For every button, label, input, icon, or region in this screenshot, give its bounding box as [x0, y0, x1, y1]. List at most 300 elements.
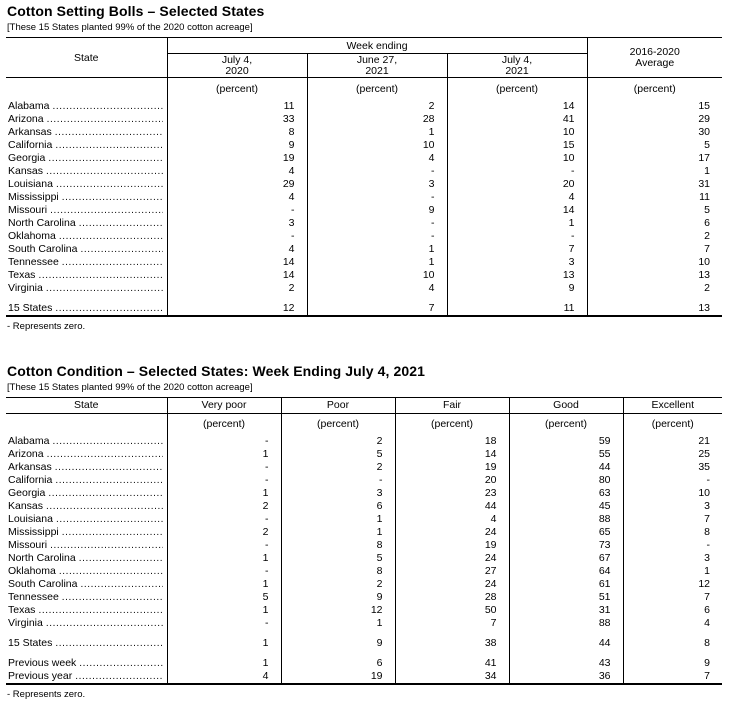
state-row	[6, 256, 722, 269]
total-row-15-states	[6, 637, 722, 650]
state-row	[6, 126, 722, 139]
dot-leader	[55, 637, 162, 650]
state-name-cell	[6, 500, 167, 513]
footnote-represents-zero: - Represents zero.	[7, 320, 86, 332]
state-name-cell	[6, 604, 167, 617]
value-cell-good: 73	[509, 539, 623, 552]
unit-label: (percent)	[447, 78, 587, 100]
total-value-cell: 7	[307, 302, 447, 316]
column-header-june27-2021	[307, 54, 447, 78]
total-label: 15 States	[8, 301, 53, 314]
state-name-cell	[6, 282, 167, 295]
value-cell-excellent: 25	[623, 448, 722, 461]
value-cell-excellent: 6	[623, 604, 722, 617]
state-row	[6, 178, 722, 191]
state-name: Missouri	[8, 539, 48, 551]
total-label: 15 States	[8, 637, 53, 649]
cotton-setting-bolls-table	[6, 37, 722, 317]
dot-leader	[79, 552, 163, 565]
column-header-good: Good	[509, 397, 623, 413]
value-cell-good: 65	[509, 526, 623, 539]
value-cell-excellent: 1	[623, 565, 722, 578]
row-label-cell	[6, 657, 167, 670]
empty-cell	[395, 630, 509, 637]
value-cell-excellent: 10	[623, 487, 722, 500]
value-cell-july4-2020: 14	[167, 269, 307, 282]
state-name: Virginia	[8, 617, 43, 629]
value-cell-excellent: 7	[623, 513, 722, 526]
state-row	[6, 217, 722, 230]
value-cell-poor: 8	[281, 565, 395, 578]
value-cell-very-poor: -	[167, 474, 281, 487]
dot-leader	[80, 578, 162, 591]
value-cell-excellent: 35	[623, 461, 722, 474]
state-row	[6, 165, 722, 178]
dot-leader	[62, 591, 163, 604]
unit-label: (percent)	[167, 78, 307, 100]
dot-leader	[55, 461, 163, 474]
state-name: North Carolina	[8, 216, 76, 229]
value-cell-poor: 6	[281, 657, 395, 670]
date-header-line1: July 4,	[221, 53, 253, 66]
state-row	[6, 113, 722, 126]
total-value-cell: 44	[509, 637, 623, 650]
value-cell-july4-2021: 14	[447, 204, 587, 217]
dot-leader	[79, 217, 163, 230]
state-row	[6, 243, 722, 256]
empty-cell	[6, 630, 167, 637]
value-cell-july4-2020: 19	[167, 152, 307, 165]
value-cell-poor: 6	[281, 500, 395, 513]
value-cell-june27-2021: 4	[307, 282, 447, 295]
value-cell-very-poor: -	[167, 435, 281, 448]
state-row	[6, 100, 722, 113]
value-cell-july4-2020: -	[167, 230, 307, 243]
value-cell-july4-2020: 8	[167, 126, 307, 139]
empty-cell	[509, 630, 623, 637]
dot-leader	[46, 165, 162, 178]
column-header-very-poor: Very poor	[167, 397, 281, 413]
state-name: South Carolina	[8, 242, 78, 255]
value-cell-fair: 4	[395, 513, 509, 526]
value-cell-poor: 9	[281, 591, 395, 604]
value-cell-average: 7	[587, 243, 722, 256]
value-cell-poor: 19	[281, 670, 395, 684]
value-cell-july4-2020: 11	[167, 100, 307, 113]
state-name-cell	[6, 178, 167, 191]
value-cell-june27-2021: -	[307, 165, 447, 178]
unit-label: (percent)	[509, 413, 623, 435]
value-cell-very-poor: 1	[167, 552, 281, 565]
value-cell-june27-2021: 10	[307, 269, 447, 282]
value-cell-very-poor: 1	[167, 578, 281, 591]
dot-leader	[46, 500, 162, 513]
state-row	[6, 152, 722, 165]
value-cell-fair: 19	[395, 461, 509, 474]
footnote-represents-zero: - Represents zero.	[7, 689, 86, 700]
value-cell-average: 1	[587, 165, 722, 178]
state-name-cell	[6, 204, 167, 217]
state-row	[6, 578, 722, 591]
dot-leader	[52, 100, 162, 113]
value-cell-june27-2021: -	[307, 230, 447, 243]
state-name-cell	[6, 552, 167, 565]
value-cell-fair: 28	[395, 591, 509, 604]
dot-leader	[55, 302, 162, 315]
unit-label: (percent)	[395, 413, 509, 435]
value-cell-june27-2021: -	[307, 191, 447, 204]
empty-cell	[6, 650, 167, 657]
spacer-row	[6, 295, 722, 302]
value-cell-july4-2020: 4	[167, 165, 307, 178]
state-name-cell	[6, 591, 167, 604]
value-cell-very-poor: -	[167, 565, 281, 578]
state-row	[6, 487, 722, 500]
value-cell-average: 29	[587, 113, 722, 126]
value-cell-good: 61	[509, 578, 623, 591]
value-cell-excellent: 8	[623, 526, 722, 539]
value-cell-excellent: 3	[623, 500, 722, 513]
value-cell-good: 36	[509, 670, 623, 684]
value-cell-july4-2020: 3	[167, 217, 307, 230]
value-cell-june27-2021: -	[307, 217, 447, 230]
value-cell-fair: 24	[395, 578, 509, 591]
empty-cell	[307, 295, 447, 302]
value-cell-july4-2020: -	[167, 204, 307, 217]
value-cell-july4-2021: 10	[447, 152, 587, 165]
value-cell-july4-2021: 20	[447, 178, 587, 191]
value-cell-july4-2020: 33	[167, 113, 307, 126]
value-cell-fair: 41	[395, 657, 509, 670]
value-cell-excellent: 21	[623, 435, 722, 448]
value-cell-fair: 24	[395, 552, 509, 565]
total-value-cell: 1	[167, 637, 281, 650]
value-cell-very-poor: -	[167, 617, 281, 630]
value-cell-poor: 1	[281, 617, 395, 630]
dot-leader	[52, 435, 162, 448]
state-name-cell	[6, 100, 167, 113]
state-name: North Carolina	[8, 552, 76, 564]
dot-leader	[62, 256, 163, 269]
value-cell-good: 51	[509, 591, 623, 604]
empty-cell	[623, 630, 722, 637]
state-name: Texas	[8, 604, 36, 616]
value-cell-july4-2021: 15	[447, 139, 587, 152]
dot-leader	[47, 113, 163, 126]
spacer-row	[6, 630, 722, 637]
state-name: Georgia	[8, 151, 46, 164]
average-header-line2: Average	[635, 56, 675, 69]
state-row	[6, 474, 722, 487]
empty-cell	[167, 295, 307, 302]
state-name: Alabama	[8, 99, 50, 112]
average-header-line1: 2016-2020	[629, 45, 680, 58]
state-name: Tennessee	[8, 255, 59, 268]
value-cell-excellent: 7	[623, 670, 722, 684]
dot-leader	[75, 670, 162, 683]
column-header-week-ending: Week ending	[167, 38, 587, 54]
value-cell-july4-2021: 3	[447, 256, 587, 269]
value-cell-very-poor: -	[167, 513, 281, 526]
value-cell-good: 63	[509, 487, 623, 500]
value-cell-fair: 27	[395, 565, 509, 578]
cotton-condition-table	[6, 397, 722, 686]
state-name-cell	[6, 474, 167, 487]
unit-label: (percent)	[281, 413, 395, 435]
setting-bolls-section	[6, 3, 729, 332]
value-cell-poor: 8	[281, 539, 395, 552]
value-cell-july4-2021: 7	[447, 243, 587, 256]
value-cell-june27-2021: 3	[307, 178, 447, 191]
value-cell-july4-2021: 14	[447, 100, 587, 113]
dot-leader	[50, 204, 162, 217]
value-cell-poor: 5	[281, 552, 395, 565]
state-row	[6, 604, 722, 617]
total-value-cell: 12	[167, 302, 307, 316]
state-row	[6, 539, 722, 552]
state-name-cell	[6, 461, 167, 474]
empty-cell	[623, 650, 722, 657]
value-cell-fair: 14	[395, 448, 509, 461]
previous-week-row	[6, 657, 722, 670]
dot-leader	[38, 269, 162, 282]
value-cell-average: 15	[587, 100, 722, 113]
value-cell-very-poor: 5	[167, 591, 281, 604]
cotton-condition-section	[6, 363, 729, 701]
empty-cell	[167, 650, 281, 657]
value-cell-fair: 7	[395, 617, 509, 630]
value-cell-average: 2	[587, 230, 722, 243]
state-name-cell	[6, 217, 167, 230]
state-name-cell	[6, 578, 167, 591]
value-cell-average: 13	[587, 269, 722, 282]
dot-leader	[80, 243, 162, 256]
total-value-cell: 8	[623, 637, 722, 650]
value-cell-good: 44	[509, 461, 623, 474]
value-cell-july4-2020: 9	[167, 139, 307, 152]
column-header-average	[587, 38, 722, 78]
value-cell-poor: 1	[281, 513, 395, 526]
date-header-line2: 2021	[505, 64, 529, 77]
state-name: Arizona	[8, 112, 44, 125]
total-row-15-states	[6, 302, 722, 316]
value-cell-good: 43	[509, 657, 623, 670]
row-label-cell	[6, 670, 167, 684]
table1-unit-row	[6, 78, 722, 100]
state-name: Tennessee	[8, 591, 59, 603]
state-name-cell	[6, 539, 167, 552]
value-cell-july4-2020: 2	[167, 282, 307, 295]
value-cell-june27-2021: 1	[307, 256, 447, 269]
value-cell-poor: 5	[281, 448, 395, 461]
value-cell-fair: 18	[395, 435, 509, 448]
value-cell-excellent: -	[623, 474, 722, 487]
value-cell-average: 10	[587, 256, 722, 269]
value-cell-poor: 2	[281, 578, 395, 591]
value-cell-very-poor: 2	[167, 526, 281, 539]
state-name-cell	[6, 139, 167, 152]
state-name: Virginia	[8, 281, 43, 294]
state-name: California	[8, 474, 53, 486]
state-name: Kansas	[8, 164, 44, 177]
state-name-cell	[6, 435, 167, 448]
state-name: South Carolina	[8, 578, 78, 590]
value-cell-very-poor: 1	[167, 487, 281, 500]
state-row	[6, 526, 722, 539]
row-label: Previous year	[8, 670, 73, 682]
total-value-cell: 38	[395, 637, 509, 650]
dot-leader	[50, 539, 162, 552]
date-header-line1: July 4,	[501, 53, 533, 66]
state-name-cell	[6, 269, 167, 282]
state-row	[6, 565, 722, 578]
table1-acreage-note: [These 15 States planted 99% of the 2020 cotton acreage]	[7, 22, 253, 33]
total-value-cell: 13	[587, 302, 722, 316]
row-label: Previous week	[8, 657, 77, 669]
unit-label: (percent)	[623, 413, 722, 435]
value-cell-fair: 44	[395, 500, 509, 513]
state-name-cell	[6, 448, 167, 461]
state-name: Arkansas	[8, 461, 52, 473]
value-cell-poor: 3	[281, 487, 395, 500]
value-cell-very-poor: 4	[167, 670, 281, 684]
column-header-excellent: Excellent	[623, 397, 722, 413]
value-cell-july4-2020: 29	[167, 178, 307, 191]
value-cell-fair: 24	[395, 526, 509, 539]
value-cell-july4-2021: -	[447, 230, 587, 243]
empty-cell	[281, 650, 395, 657]
state-name-cell	[6, 243, 167, 256]
table1-header-row-1	[6, 38, 722, 54]
value-cell-very-poor: 1	[167, 657, 281, 670]
state-row	[6, 461, 722, 474]
value-cell-july4-2021: 9	[447, 282, 587, 295]
state-name-cell	[6, 165, 167, 178]
dot-leader	[47, 448, 163, 461]
value-cell-very-poor: 1	[167, 604, 281, 617]
state-name-cell	[6, 113, 167, 126]
dot-leader	[46, 617, 163, 630]
date-header-line2: 2021	[365, 64, 389, 77]
table2-acreage-note: [These 15 States planted 99% of the 2020 cotton acreage]	[7, 381, 253, 393]
value-cell-june27-2021: 28	[307, 113, 447, 126]
value-cell-average: 31	[587, 178, 722, 191]
column-header-state: State	[6, 38, 167, 78]
state-row	[6, 230, 722, 243]
value-cell-june27-2021: 2	[307, 100, 447, 113]
empty-cell	[509, 650, 623, 657]
value-cell-good: 31	[509, 604, 623, 617]
state-row	[6, 282, 722, 295]
table2-title: Cotton Condition – Selected States: Week Ending July 4, 2021	[7, 362, 426, 379]
state-row	[6, 204, 722, 217]
value-cell-july4-2020: 4	[167, 191, 307, 204]
dot-leader	[46, 282, 163, 295]
value-cell-good: 88	[509, 617, 623, 630]
value-cell-july4-2021: 13	[447, 269, 587, 282]
total-value-cell: 9	[281, 637, 395, 650]
empty-cell	[281, 630, 395, 637]
value-cell-average: 30	[587, 126, 722, 139]
value-cell-june27-2021: 1	[307, 126, 447, 139]
table1-title: Cotton Setting Bolls – Selected States	[7, 3, 265, 19]
state-name: Mississippi	[8, 526, 59, 538]
state-name: Missouri	[8, 203, 48, 216]
state-name-cell	[6, 487, 167, 500]
dot-leader	[59, 565, 163, 578]
column-header-july4-2021	[447, 54, 587, 78]
value-cell-very-poor: -	[167, 539, 281, 552]
state-name-cell	[6, 256, 167, 269]
spacer-row	[6, 650, 722, 657]
total-value-cell: 11	[447, 302, 587, 316]
value-cell-july4-2021: 41	[447, 113, 587, 126]
column-header-july4-2020	[167, 54, 307, 78]
state-name-cell	[6, 191, 167, 204]
dot-leader	[55, 126, 163, 139]
state-row	[6, 500, 722, 513]
value-cell-poor: 12	[281, 604, 395, 617]
state-row	[6, 435, 722, 448]
dot-leader	[48, 152, 162, 165]
value-cell-good: 45	[509, 500, 623, 513]
state-name-cell	[6, 565, 167, 578]
table2-unit-row	[6, 413, 722, 435]
dot-leader	[56, 513, 163, 526]
state-name: Kansas	[8, 500, 44, 512]
value-cell-good: 59	[509, 435, 623, 448]
table2-header-row	[6, 397, 722, 413]
previous-year-row	[6, 670, 722, 684]
empty-cell	[587, 295, 722, 302]
empty-cell	[6, 295, 167, 302]
dot-leader	[56, 178, 163, 191]
value-cell-july4-2021: -	[447, 165, 587, 178]
value-cell-excellent: 7	[623, 591, 722, 604]
unit-label: (percent)	[167, 413, 281, 435]
value-cell-poor: 2	[281, 461, 395, 474]
dot-leader	[38, 604, 162, 617]
value-cell-poor: -	[281, 474, 395, 487]
value-cell-poor: 2	[281, 435, 395, 448]
empty-cell	[395, 650, 509, 657]
value-cell-july4-2021: 10	[447, 126, 587, 139]
value-cell-good: 88	[509, 513, 623, 526]
state-row	[6, 269, 722, 282]
value-cell-fair: 19	[395, 539, 509, 552]
state-row	[6, 139, 722, 152]
value-cell-fair: 20	[395, 474, 509, 487]
value-cell-very-poor: 2	[167, 500, 281, 513]
value-cell-very-poor: 1	[167, 448, 281, 461]
state-name-cell	[6, 526, 167, 539]
state-name-cell	[6, 126, 167, 139]
dot-leader	[55, 474, 162, 487]
state-name: Oklahoma	[8, 565, 56, 577]
value-cell-june27-2021: 1	[307, 243, 447, 256]
dot-leader	[62, 526, 163, 539]
value-cell-fair: 23	[395, 487, 509, 500]
unit-label: (percent)	[307, 78, 447, 100]
state-row	[6, 591, 722, 604]
value-cell-average: 5	[587, 139, 722, 152]
empty-cell	[447, 295, 587, 302]
state-name-cell	[6, 617, 167, 630]
state-name-cell	[6, 513, 167, 526]
state-name-cell	[6, 152, 167, 165]
unit-label: (percent)	[587, 78, 722, 100]
state-name: Oklahoma	[8, 229, 56, 242]
